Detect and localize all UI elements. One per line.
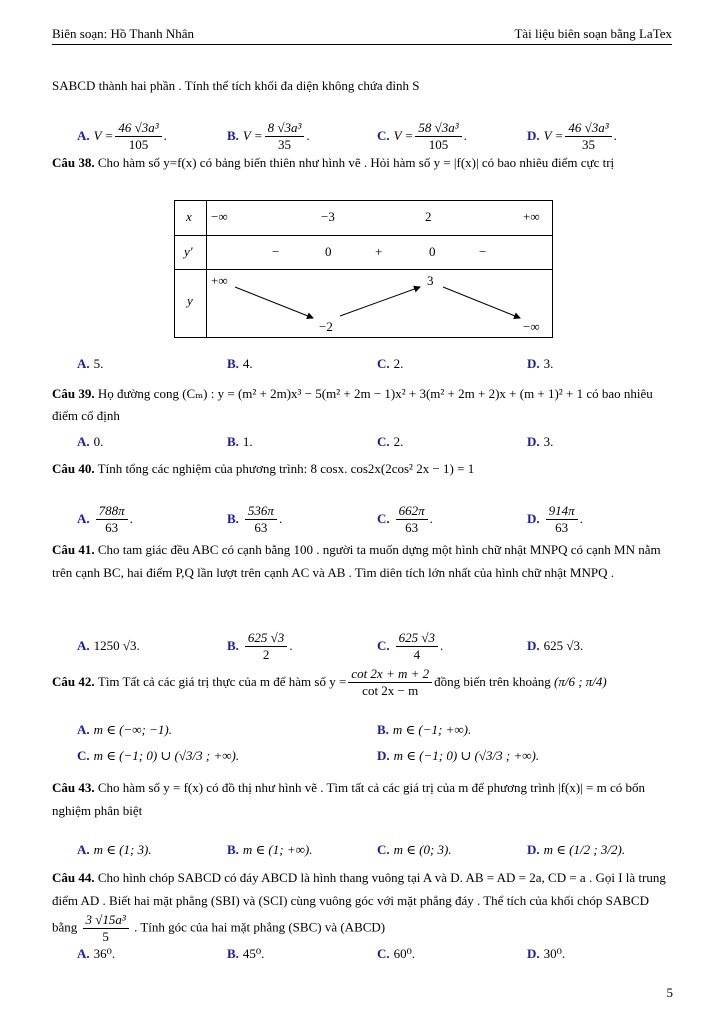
q42-text: Câu 42. Tìm Tất cả các giá trị thực của m để hàm số y = $\frac{\cot 2x + m + 2}{\cot 2x - m}$ đồng biến trên khoảng (π/6 ; π/4) <box>52 665 607 698</box>
table-y-val: −∞ <box>523 319 540 334</box>
table-yp-val: − <box>272 244 280 259</box>
q44-answers <box>77 944 672 984</box>
table-x-val: +∞ <box>523 209 540 224</box>
table-y-val: −2 <box>319 319 333 334</box>
q44-text: Câu 44. Cho hình chóp SABCD có đáy ABCD là hình thang vuông tại A và D. AB = AD = 2a, CD = a . Gọi I là trung điểm AD . Biết hai mặt phẳng (SBI) và (SCI) cùng vuông góc với mặt phẳng đáy . Thể tích của khối chóp SABCD bằng $\frac{\text{3 √15a³}}{5}$ . Tính góc của hai mặt phẳng (SBC) và (ABCD) <box>52 870 666 944</box>
table-y-val: 3 <box>427 273 434 288</box>
q41-option-a[interactable]: A. 1250 √3. <box>77 638 140 653</box>
q40-text: Câu 40. Tính tổng các nghiệm của phương trình: 8 cosx. cos2x(2cos² 2x − 1) = 1 <box>52 461 475 476</box>
q42-option-c[interactable]: C. m ∈ (−1; 0) ∪ (√3/3 ; +∞). <box>77 748 240 763</box>
table-y-val: +∞ <box>211 273 228 288</box>
table-x-val: −∞ <box>211 209 228 224</box>
q40-option-c[interactable]: C. $\frac{662\pi}{63}$ . <box>377 502 433 535</box>
q38-option-d[interactable]: D. 3. <box>527 356 554 371</box>
q37-option-c[interactable]: C. V = $\frac{\text{58 √3a³}}{105}$ . <box>377 119 467 152</box>
q44-fraction: $\frac{\text{3 √15a³}}{5}$ <box>83 912 129 945</box>
q43-option-d[interactable]: D. m ∈ (1/2 ; 3/2). <box>527 842 626 857</box>
q42-fraction: $\frac{\cot 2x + m + 2}{\cot 2x - m}$ <box>348 666 432 699</box>
table-yp-val: − <box>479 244 487 259</box>
q44-option-d[interactable]: D. 30⁰. <box>527 946 566 961</box>
header-title: Tài liệu biên soạn bằng LaTex <box>514 26 672 41</box>
q40-option-a[interactable]: A. $\frac{788\pi}{63}$ . <box>77 502 133 535</box>
q37-option-a[interactable]: A. V = $\frac{\text{46 √3a³}}{105}$ . <box>77 119 167 152</box>
table-yp-val: + <box>375 244 383 259</box>
q41-option-d[interactable]: D. 625 √3. <box>527 638 584 653</box>
q40-answers <box>77 499 672 539</box>
table-x-val: −3 <box>321 209 335 224</box>
q40-option-b[interactable]: B. $\frac{536\pi}{63}$ . <box>227 502 283 535</box>
q44-option-b[interactable]: B. 45⁰. <box>227 946 265 961</box>
q38-option-b[interactable]: B. 4. <box>227 356 253 371</box>
q44-option-a[interactable]: A. 36⁰. <box>77 946 116 961</box>
q39-option-a[interactable]: A. 0. <box>77 434 104 449</box>
variation-table <box>174 200 553 338</box>
table-x-val: 2 <box>425 209 432 224</box>
page-number: 5 <box>666 985 673 1000</box>
q43-option-c[interactable]: C. m ∈ (0; 3). <box>377 842 452 857</box>
q39-text: Câu 39. Họ đường cong (Cₘ) : y = (m² + 2m)x³ − 5(m² + 2m − 1)x² + 3(m² + 2m + 2)x + (m + 1)² + 1 có bao nhiêu điểm cố định <box>52 386 653 423</box>
table-yp-label: y′ <box>184 244 193 259</box>
q39-option-d[interactable]: D. 3. <box>527 434 554 449</box>
q38-option-c[interactable]: C. 2. <box>377 356 404 371</box>
q38-option-a[interactable]: A. 5. <box>77 356 104 371</box>
variation-arrows <box>175 201 552 337</box>
q43-text: Câu 43. Cho hàm số y = f(x) có đồ thị như hình vẽ . Tìm tất cả các giá trị của m để phương trình |f(x)| = m có bốn nghiệm phân biệt <box>52 780 645 818</box>
q42-option-a[interactable]: A. m ∈ (−∞; −1). <box>77 722 172 737</box>
q42-option-b[interactable]: B. m ∈ (−1; +∞). <box>377 722 472 737</box>
header-author: Biên soạn: Hồ Thanh Nhân <box>52 26 195 41</box>
q42-option-d[interactable]: D. m ∈ (−1; 0) ∪ (√3/3 ; +∞). <box>377 748 540 763</box>
table-yp-val: 0 <box>429 244 436 259</box>
q37-option-b[interactable]: B. V = $\frac{\text{8 √3a³}}{35}$ . <box>227 119 310 152</box>
q43-option-b[interactable]: B. m ∈ (1; +∞). <box>227 842 313 857</box>
q39-option-c[interactable]: C. 2. <box>377 434 404 449</box>
q41-answers <box>77 626 672 666</box>
q40-option-d[interactable]: D. $\frac{914\pi}{63}$ . <box>527 502 583 535</box>
q41-option-b[interactable]: B. $\frac{625 √3}{2}$ . <box>227 629 293 662</box>
table-y-label: y <box>187 293 193 308</box>
page-header <box>52 26 672 45</box>
q38-text: Câu 38. Cho hàm số y=f(x) có bảng biến thiên như hình vẽ . Hỏi hàm số y = |f(x)| có bao nhiêu điểm cực trị <box>52 155 615 170</box>
table-yp-val: 0 <box>325 244 332 259</box>
q41-text: Câu 41. Cho tam giác đều ABC có cạnh bằng 100 . người ta muốn dựng một hình chữ nhật MNPQ có cạnh MN nằm trên cạnh BC, hai điểm P,Q lần lượt trên cạnh AC và AB . Tìm diên tích lớn nhất của hình chữ nhật MNPQ . <box>52 542 661 580</box>
table-x-label: x <box>186 209 192 224</box>
q37-answers <box>77 116 672 156</box>
q39-option-b[interactable]: B. 1. <box>227 434 253 449</box>
intro-text: SABCD thành hai phần . Tính thể tích khối đa diện không chứa đỉnh S <box>52 78 420 93</box>
q44-option-c[interactable]: C. 60⁰. <box>377 946 416 961</box>
q43-option-a[interactable]: A. m ∈ (1; 3). <box>77 842 152 857</box>
q37-option-d[interactable]: D. V = $\frac{\text{46 √3a³}}{35}$ . <box>527 119 617 152</box>
q41-option-c[interactable]: C. $\frac{625 √3}{4}$ . <box>377 629 444 662</box>
